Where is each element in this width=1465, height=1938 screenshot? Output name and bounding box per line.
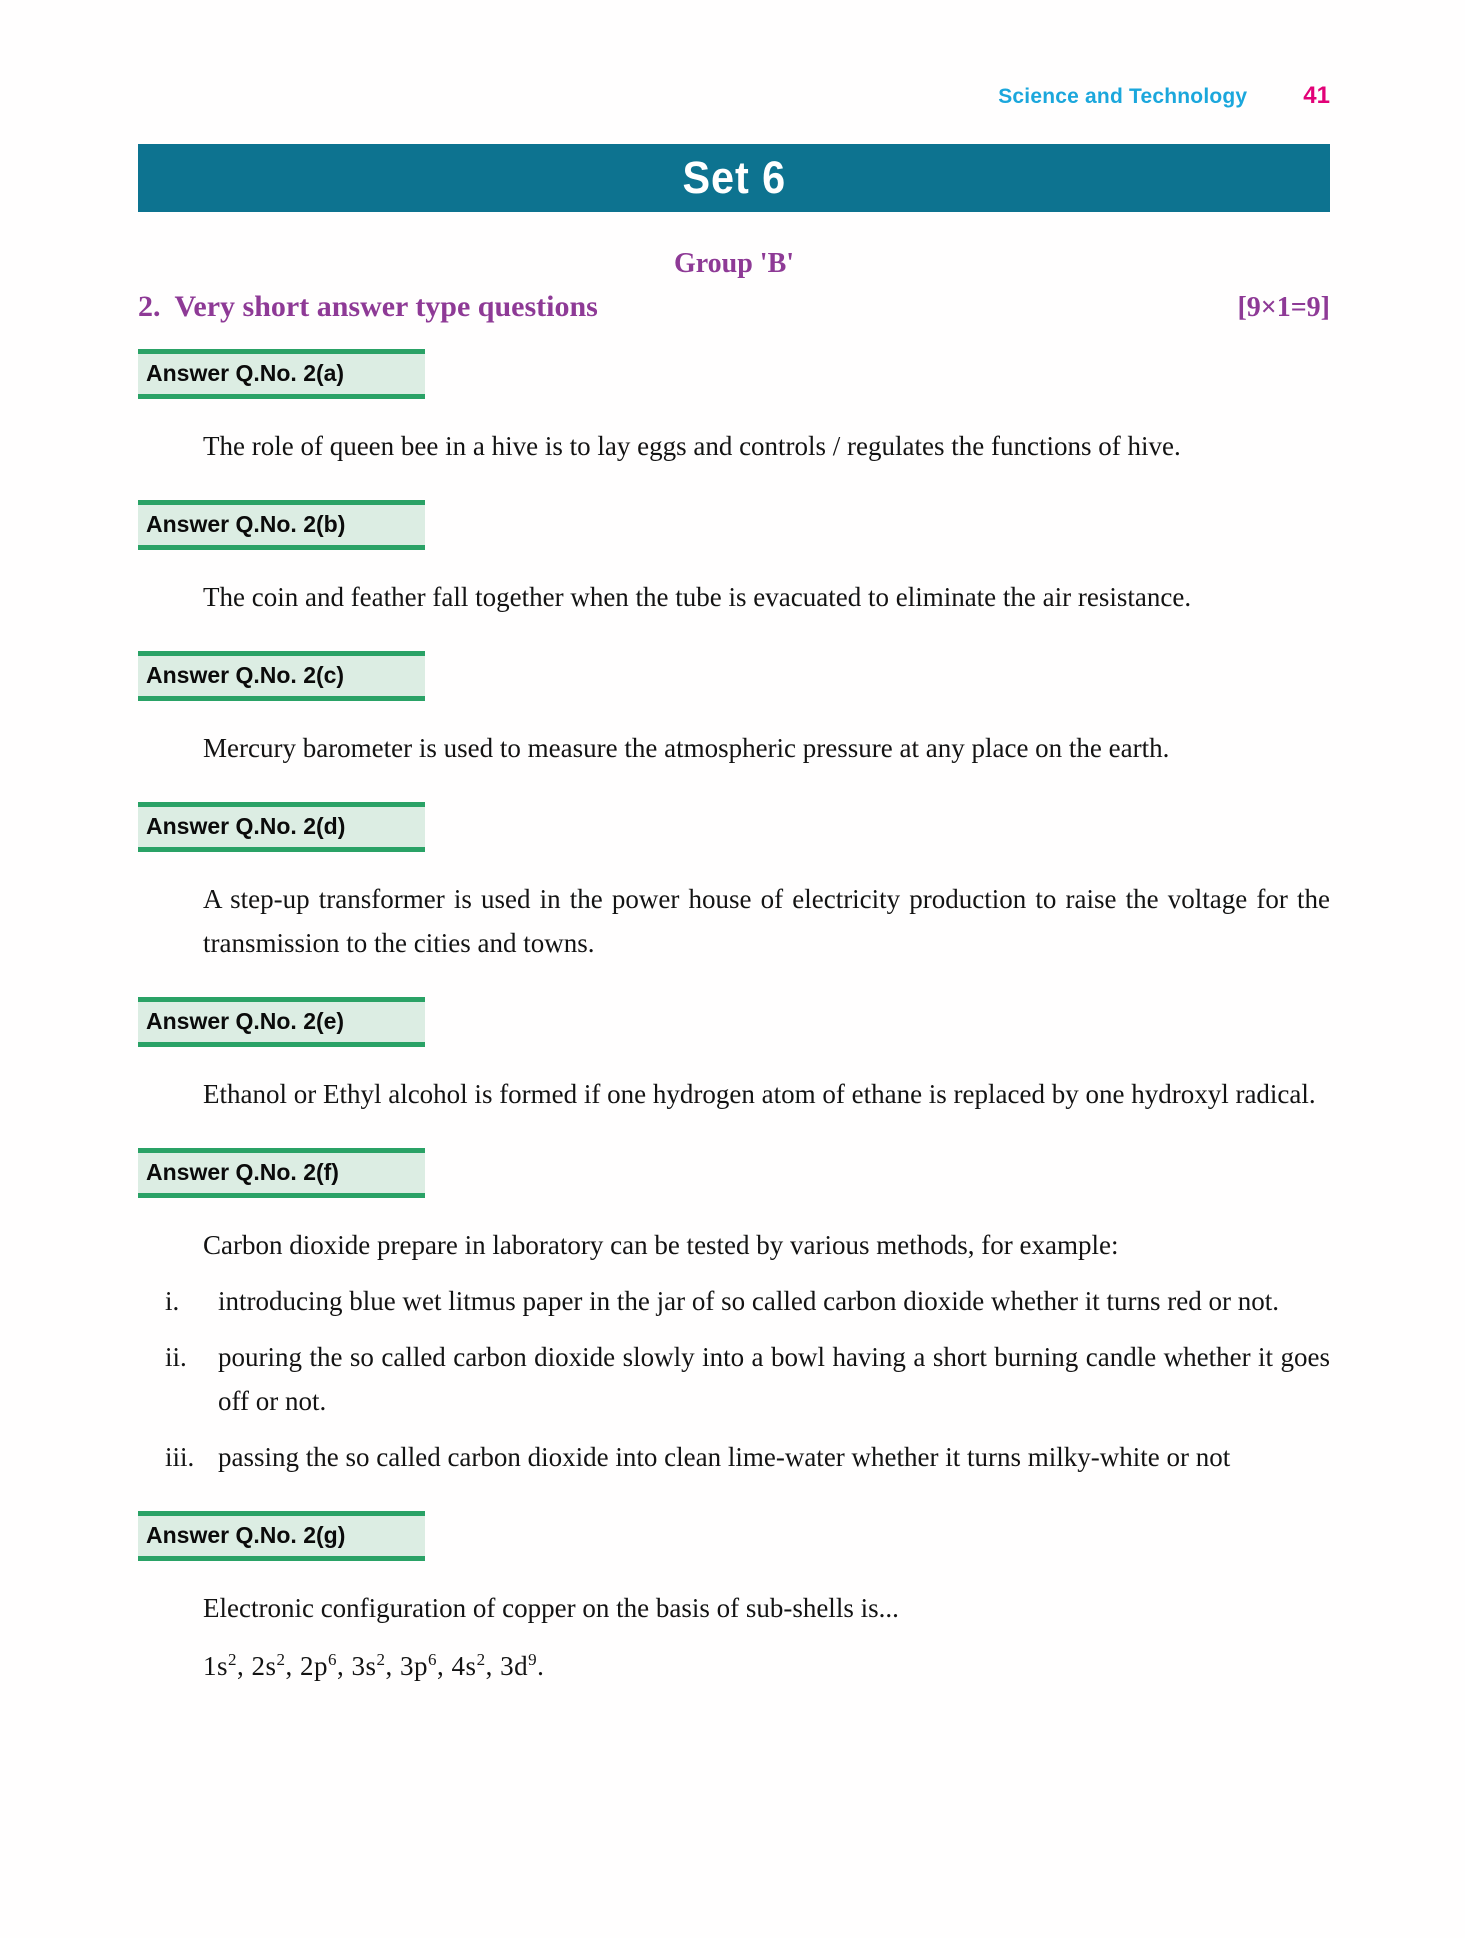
answer-section-2b: [138, 500, 1330, 619]
formula-superscript: 6: [328, 1650, 338, 1669]
answer-paragraph-2b: The coin and feather fall together when the tube is evacuated to eliminate the air resistance.: [203, 582, 1192, 612]
answer-list-2f: [138, 1279, 1330, 1479]
question-marks: [9×1=9]: [1237, 292, 1330, 323]
formula-superscript: 6: [428, 1650, 438, 1669]
answer-label-2b: Answer Q.No. 2(b): [138, 500, 425, 550]
answer-paragraph-2c: Mercury barometer is used to measure the atmospheric pressure at any place on the earth.: [203, 733, 1170, 763]
answer-label-2a: Answer Q.No. 2(a): [138, 349, 425, 399]
formula-term: 2p: [300, 1651, 329, 1681]
answer-section-2a: [138, 349, 1330, 468]
list-item: [138, 1435, 1330, 1479]
page-header-title: Science and Technology: [998, 85, 1248, 108]
formula-separator: ,: [285, 1651, 301, 1681]
set-banner: [138, 144, 1330, 212]
answer-section-2d: [138, 802, 1330, 965]
formula-superscript: 9: [528, 1650, 538, 1669]
list-item-text: introducing blue wet litmus paper in the jar of so called carbon dioxide whether it turns red or not.: [218, 1286, 1279, 1316]
answer-section-2c: [138, 651, 1330, 770]
list-item: [138, 1335, 1330, 1423]
question-heading: [138, 290, 598, 324]
answer-section-2f: [138, 1148, 1330, 1479]
formula-superscript: 2: [276, 1650, 286, 1669]
page-number: 41: [1303, 82, 1330, 109]
formula-term: 3s: [351, 1651, 377, 1681]
formula-term: 2s: [251, 1651, 277, 1681]
answer-label-2f: Answer Q.No. 2(f): [138, 1148, 425, 1198]
answer-paragraph-2g: Electronic configuration of copper on the basis of sub-shells is...: [203, 1593, 899, 1623]
formula-separator: ,: [237, 1651, 252, 1681]
set-banner-title: Set 6: [682, 152, 786, 203]
answer-section-2e: [138, 997, 1330, 1116]
formula-superscript: 2: [376, 1650, 386, 1669]
formula-term: 3p: [400, 1651, 429, 1681]
answer-label-2e: Answer Q.No. 2(e): [138, 997, 425, 1047]
formula-superscript: 2: [228, 1650, 238, 1669]
formula-term: 1s: [203, 1651, 229, 1681]
list-item-text: pouring the so called carbon dioxide slowly into a bowl having a short burning candle whether it goes off or not.: [218, 1342, 1330, 1416]
answer-paragraph-2e: Ethanol or Ethyl alcohol is formed if one hydrogen atom of ethane is replaced by one hydroxyl radical.: [203, 1079, 1316, 1109]
formula-separator: ,: [485, 1651, 501, 1681]
formula-separator: ,: [437, 1651, 452, 1681]
list-marker: iii.: [165, 1442, 195, 1472]
answer-section-2g: [138, 1511, 1330, 1688]
formula-term: 3d: [500, 1651, 529, 1681]
electron-configuration-formula: [203, 1644, 1330, 1688]
answer-paragraph-2f: Carbon dioxide prepare in laboratory can be tested by various methods, for example:: [203, 1230, 1119, 1260]
page-header: [138, 0, 1330, 110]
list-item: [138, 1279, 1330, 1323]
formula-term: 4s: [451, 1651, 477, 1681]
answer-label-2c: Answer Q.No. 2(c): [138, 651, 425, 701]
answer-paragraph-2d: A step-up transformer is used in the power house of electricity production to raise the voltage for the transmission to the cities and towns.: [203, 884, 1330, 958]
answer-paragraph-2a: The role of queen bee in a hive is to lay eggs and controls / regulates the functions of hive.: [203, 431, 1181, 461]
question-number: 2.: [138, 290, 161, 323]
question-title: Very short answer type questions: [174, 290, 598, 323]
formula-separator: .: [537, 1651, 545, 1681]
answer-label-2d: Answer Q.No. 2(d): [138, 802, 425, 852]
list-marker: i.: [165, 1286, 180, 1316]
question-heading-row: [138, 290, 1330, 324]
formula-separator: ,: [385, 1651, 401, 1681]
answer-label-2g: Answer Q.No. 2(g): [138, 1511, 425, 1561]
group-heading: Group 'B': [673, 248, 795, 279]
list-item-text: passing the so called carbon dioxide into clean lime-water whether it turns milky-white or not: [218, 1442, 1231, 1472]
formula-separator: ,: [337, 1651, 352, 1681]
list-marker: ii.: [165, 1342, 187, 1372]
formula-superscript: 2: [476, 1650, 486, 1669]
